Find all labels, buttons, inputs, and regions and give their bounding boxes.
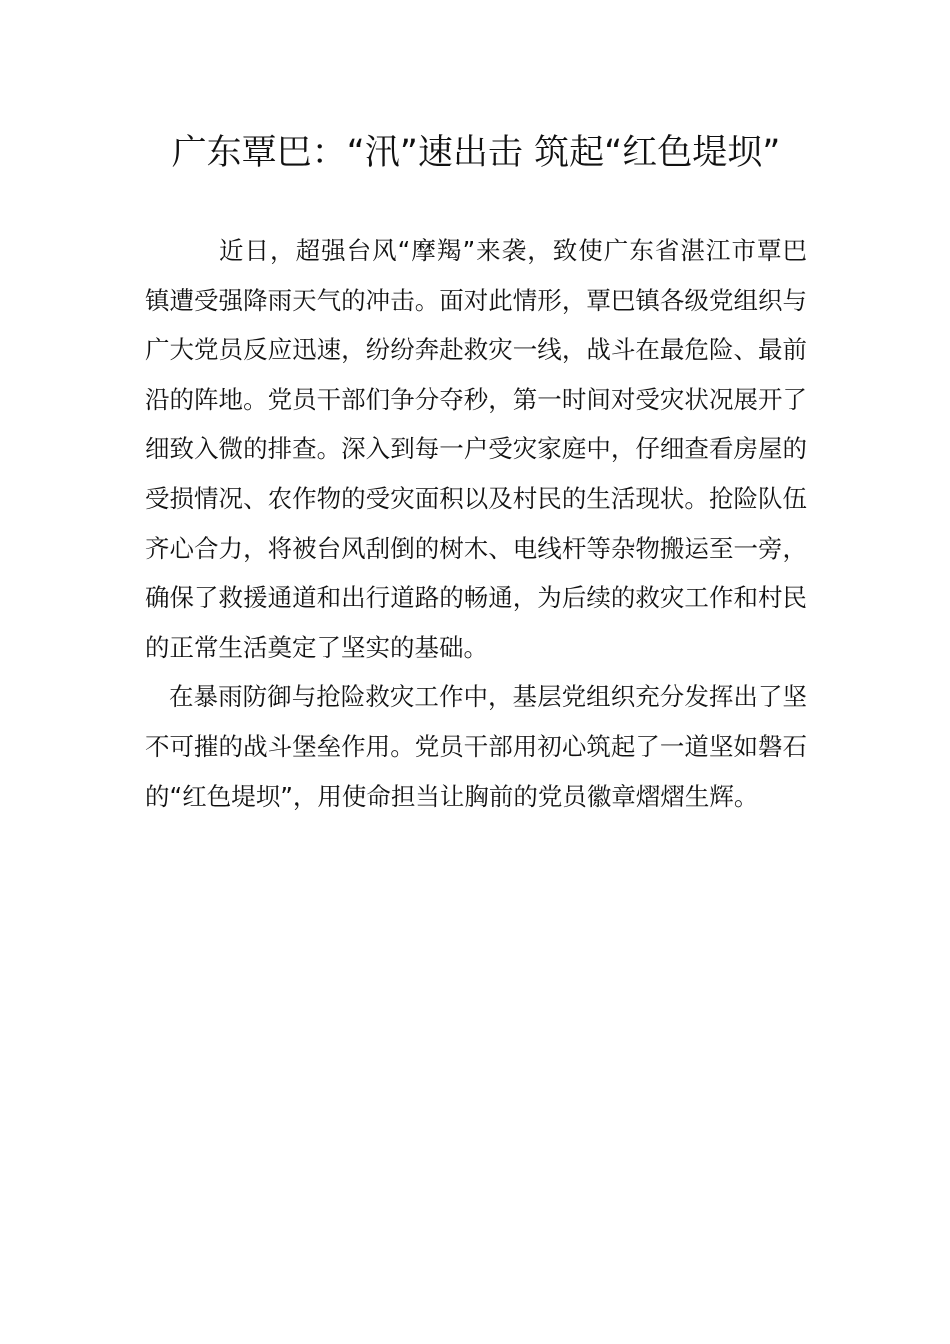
article-body	[145, 226, 807, 821]
article-title: 广东覃巴：“汛”速出击 筑起“红色堤坝”	[171, 133, 781, 173]
paragraph-2: 在暴雨防御与抢险救灾工作中，基层党组织充分发挥出了坚不可摧的战斗堡垒作用。党员干部用初心筑起了一道坚如磐石的“红色堤坝”，用使命担当让胸前的党员徽章熠熠生辉。	[145, 682, 807, 811]
paragraph-1: 近日，超强台风“摩羯”来袭，致使广东省湛江市覃巴镇遭受强降雨天气的冲击。面对此情形，覃巴镇各级党组织与广大党员反应迅速，纷纷奔赴救灾一线，战斗在最危险、最前沿的阵地。党员干部们争分夺秒，第一时间对受灾状况展开了细致入微的排查。深入到每一户受灾家庭中，仔细查看房屋的受损情况、农作物的受灾面积以及村民的生活现状。抢险队伍齐心合力，将被台风刮倒的树木、电线杆等杂物搬运至一旁，确保了救援通道和出行道路的畅通，为后续的救灾工作和村民的正常生活奠定了坚实的基础。	[145, 236, 807, 662]
